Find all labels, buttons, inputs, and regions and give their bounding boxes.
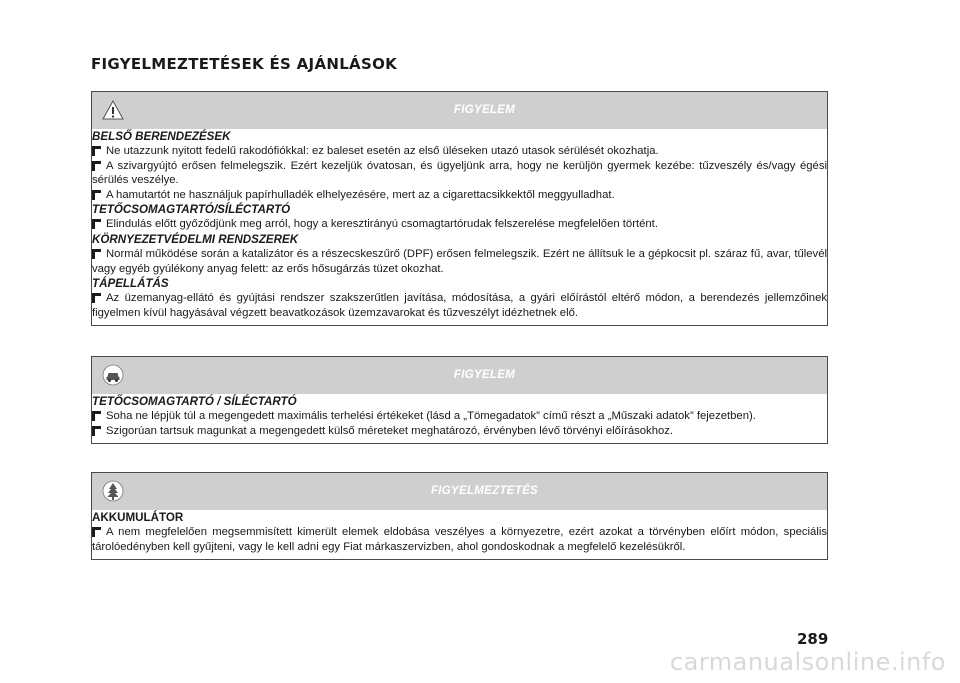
box-header-title: FIGYELEM bbox=[453, 369, 516, 381]
bullet-icon bbox=[92, 249, 102, 258]
list-item: Az üzemanyag-ellátó és gyújtási rendszer szakszerűtlen javítása, módosítása, a gyári előírástól eltérő módon, a berendezés jellemzőinek figyelmen kívül hagyásával végzett beavatkozások üzemzavarokat és tűzveszélyt idézhetnek elő. bbox=[92, 292, 827, 319]
box-header-title: FIGYELMEZTETÉS bbox=[430, 485, 539, 497]
bullet-icon bbox=[92, 411, 102, 420]
warning-box-roof-rack bbox=[91, 356, 828, 444]
bullet-icon bbox=[92, 219, 102, 228]
box-body bbox=[92, 510, 827, 559]
warning-box-interior bbox=[91, 91, 828, 326]
bullet-icon bbox=[92, 161, 102, 170]
section-title: BELSŐ BERENDEZÉSEK bbox=[92, 130, 231, 143]
list-item: Szigorúan tartsuk magunkat a megengedett külső méreteket meghatározó, érvényben lévő törvényi előírásokhoz. bbox=[92, 424, 827, 439]
page-number: 289 bbox=[797, 630, 829, 648]
list-item: A nem megfelelően megsemmisített kimerült elemek eldobása veszélyes a környezetre, ezért azokat a törvényben előírt módon, speciális tárolóedényben kell gyűjteni, vagy le kell adni egy Fiat márkaszervizben, ahol gondoskodnak a megfelelő kezelésükről. bbox=[92, 526, 827, 553]
list-item: Soha ne lépjük túl a megengedett maximális terhelési értékeket (lásd a „Tömegadatok” című részt a „Műszaki adatok” fejezetben). bbox=[92, 409, 827, 424]
box-header-title: FIGYELEM bbox=[453, 104, 516, 116]
bullet-icon bbox=[92, 190, 102, 199]
list-item: A hamutartót ne használjuk papírhulladék elhelyezésére, mert az a cigarettacsikkektől meggyulladhat. bbox=[92, 188, 827, 203]
page-title: FIGYELMEZTETÉSEK ÉS AJÁNLÁSOK bbox=[91, 55, 398, 73]
list-item: A szivargyújtó erősen felmelegszik. Ezért kezeljük óvatosan, és ügyeljünk arra, hogy ne kerüljön gyermek kezébe: tűzveszély és/vagy égési sérülés veszélye. bbox=[92, 159, 827, 187]
section-title: TÁPELLÁTÁS bbox=[92, 277, 169, 291]
section-title: TETŐCSOMAGTARTÓ / SÍLÉCTARTÓ bbox=[92, 395, 297, 408]
bullet-icon bbox=[92, 426, 102, 435]
section-title: TETŐCSOMAGTARTÓ/SÍLÉCTARTÓ bbox=[92, 203, 291, 217]
box-header bbox=[92, 92, 827, 129]
bullet-icon bbox=[92, 527, 102, 536]
bullet-icon bbox=[92, 293, 102, 302]
bullet-icon bbox=[92, 146, 102, 155]
watermark: carmanualsonline.info bbox=[669, 648, 946, 676]
box-header bbox=[92, 357, 827, 394]
box-body bbox=[92, 129, 827, 325]
list-item: Normál működése során a katalizátor és a részecskeszűrő (DPF) erősen felmelegszik. Ezért ne állítsuk le a gépkocsit pl. száraz fű, avar, tűlevél vagy egyéb gyúlékony anyag felett: az erős hősugárzás tüzet okozhat. bbox=[92, 247, 827, 275]
list-item: Ne utazzunk nyitott fedelű rakodófiókkal: ez baleset esetén az első üléseken utazó utasok sérülését okozhatja. bbox=[92, 144, 827, 159]
section-title: AKKUMULÁTOR bbox=[92, 511, 184, 524]
notice-box-battery bbox=[91, 472, 828, 560]
box-header bbox=[92, 473, 827, 510]
list-item: Elindulás előtt győződjünk meg arról, hogy a keresztirányú csomagtartórudak felszerelése megfelelően történt. bbox=[92, 217, 827, 232]
box-body bbox=[92, 394, 827, 443]
section-title: KÖRNYEZETVÉDELMI RENDSZEREK bbox=[92, 232, 299, 246]
